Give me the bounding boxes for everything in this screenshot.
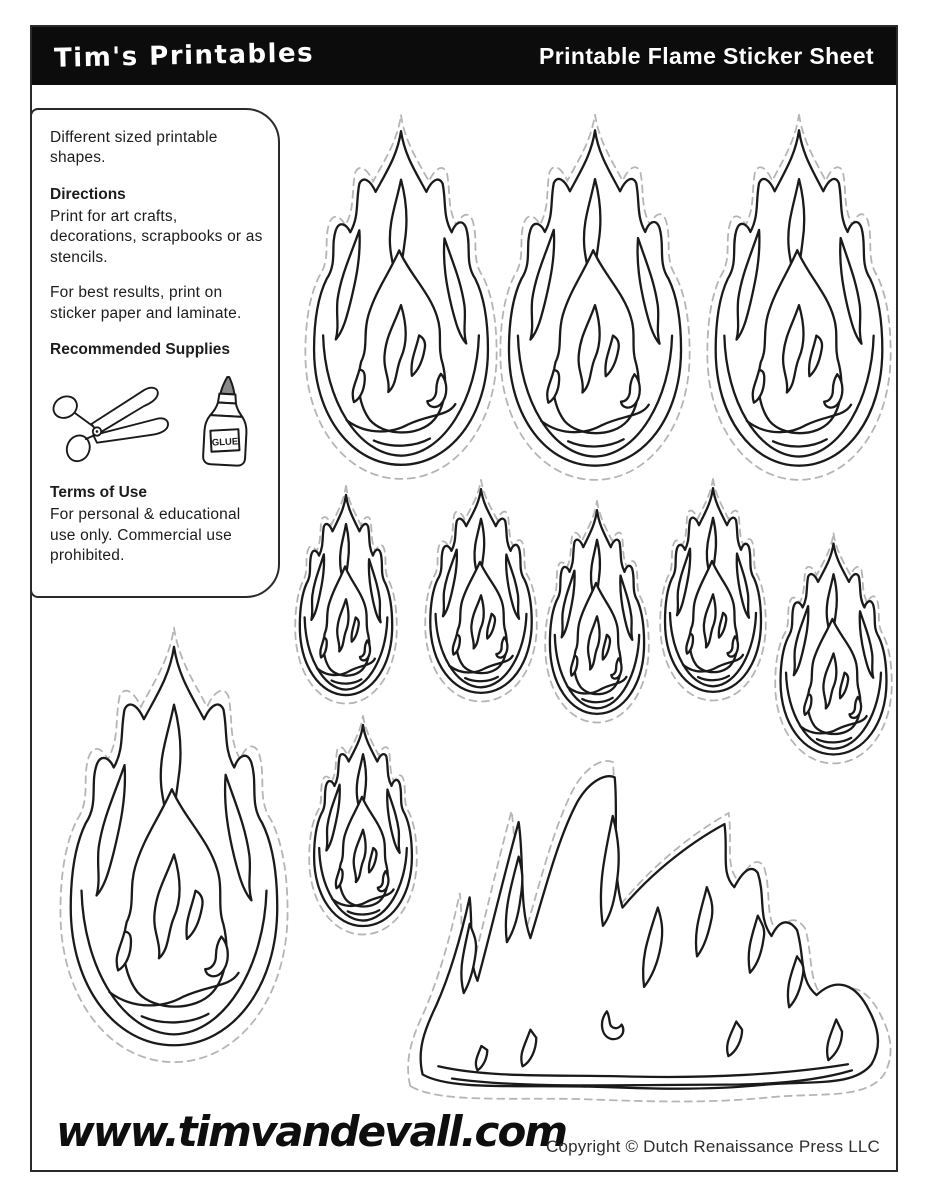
scissors-icon <box>50 381 172 467</box>
supplies-heading: Recommended Supplies <box>50 341 231 359</box>
glue-bottle-icon <box>198 374 255 469</box>
info-box <box>30 108 280 598</box>
copyright-text: Copyright © Dutch Renaissance Press LLC <box>545 1137 880 1156</box>
sticker-large-flame-2 <box>500 112 690 484</box>
terms-heading: Terms of Use <box>50 484 148 502</box>
directions-heading: Directions <box>50 185 126 203</box>
sticker-medium-flame-2 <box>425 478 537 704</box>
tims-printables-logo: Tim's Printables <box>53 38 315 74</box>
sticker-medium-flame-1 <box>295 484 397 706</box>
directions-text: Print for art crafts, decorations, scrapbooks or as stencils. <box>50 207 263 266</box>
terms-text: For personal & educational use only. Commercial use prohibited. <box>50 506 241 565</box>
sticker-large-flame-3 <box>707 112 891 484</box>
page-title: Printable Flame Sticker Sheet <box>538 42 874 69</box>
printable-page <box>30 25 898 1172</box>
supplies-icons <box>50 369 264 467</box>
sticker-xl-flame <box>60 625 288 1067</box>
sticker-fire-cluster <box>403 761 895 1107</box>
website-url: www.timvandevall.com <box>56 1107 567 1156</box>
sticker-medium-flame-6 <box>309 714 417 937</box>
intro-text: Different sized printable shapes. <box>50 129 218 167</box>
sticker-medium-flame-5 <box>775 532 892 766</box>
sticker-medium-flame-4 <box>660 477 766 703</box>
best-results-text: For best results, print on sticker paper and laminate. <box>50 284 242 322</box>
sticker-large-flame-1 <box>305 113 497 483</box>
sticker-medium-flame-3 <box>545 499 649 725</box>
glue-label: GLUE <box>211 436 239 449</box>
header-bar <box>32 27 896 85</box>
